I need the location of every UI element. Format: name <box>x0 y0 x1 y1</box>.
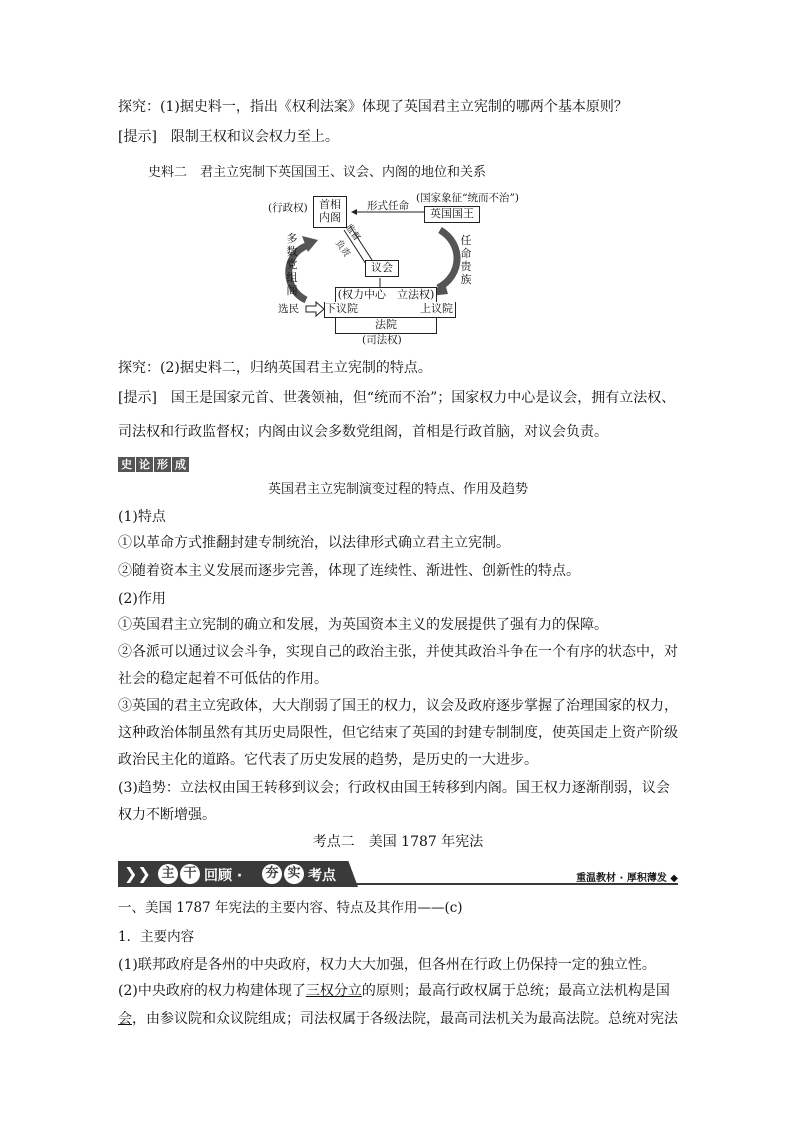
para-7b: 这种政治体制虽然有其历史局限性，但它结束了英国的封建专制制度，使英国走上资产阶级 <box>118 725 678 741</box>
answer-2-line-1: [提示] 国王是国家元首、世袭领袖，但“统而不治”；国家权力中心是议会，拥有立法权、 <box>118 390 676 406</box>
banner-right-text: 重温教材 · 厚积薄发 ◆ <box>576 873 678 884</box>
banner-text-2: 考点 <box>308 868 336 884</box>
majority-label: 多数党组阁 <box>286 232 298 297</box>
cabinet-box <box>313 196 347 228</box>
content-2 <box>118 981 670 1001</box>
para-6b: 社会的稳定起着不可低估的作用。 <box>118 671 328 687</box>
question-2: 探究：(2)据史料二，归纳英国君主立宪制的特点。 <box>118 360 432 376</box>
voter-arrow <box>306 302 324 316</box>
court-box: 法院 <box>335 317 437 334</box>
para-7c: 政治民主化的道路。它代表了历史发展的趋势，是历史的一大进步。 <box>118 752 538 768</box>
para-8a: (3)趋势：立法权由国王转移到议会；行政权由国王转移到内阁。国王权力逐渐削弱，议会 <box>118 780 670 796</box>
right-curve <box>438 230 457 288</box>
section-tag <box>118 457 189 472</box>
appoint-noble-label: 任命贵族 <box>460 234 472 286</box>
congress-term-end: 会 <box>118 1011 132 1027</box>
para-8b: 权力不断增强。 <box>118 807 216 823</box>
para-7a: ③英国的君主立宪政体，大大削弱了国王的权力，议会及政府逐步掌握了治理国家的权力， <box>118 698 678 714</box>
king-box: 英国国王 <box>424 206 480 223</box>
judicial-label: (司法权) <box>362 334 402 346</box>
diag-top-label: 监督 <box>342 222 362 244</box>
content-2-pre: (2)中央政府的权力构建体现了 <box>118 983 306 999</box>
chevron-icon: ❯❯ <box>124 864 151 883</box>
king-symbol-label: (国家象征“统而不治”) <box>416 192 519 204</box>
cabinet-label: 内阁 <box>319 211 341 224</box>
tag-char: 史 <box>118 457 135 472</box>
banner-char: 实 <box>284 864 304 884</box>
answer-2-line-2: 司法权和行政监督权；内阁由议会多数党组阁，首相是行政首脑，对议会负责。 <box>118 424 608 440</box>
content-3 <box>118 1009 678 1029</box>
content-3-post: ，由参议院和众议院组成；司法权属于各级法院，最高司法机关为最高法院。总统对宪法 <box>132 1011 678 1027</box>
tag-char: 论 <box>136 457 153 472</box>
power-center-box: (权力中心 立法权) <box>335 287 437 304</box>
answer-1: [提示] 限制王权和议会权力至上。 <box>118 129 339 145</box>
para-3: ②随着资本主义发展而逐步完善，体现了连续性、渐进性、创新性的特点。 <box>118 563 580 579</box>
banner-char: 干 <box>180 864 200 884</box>
banner-text-1: 回顾 · <box>204 868 243 884</box>
section-1-title: 一、美国 1787 年宪法的主要内容、特点及其作用——(c) <box>118 900 463 916</box>
banner-char: 夯 <box>262 864 282 884</box>
houses-box <box>324 302 456 318</box>
voters-label: 选民 <box>278 303 299 315</box>
para-2: ①以革命方式推翻封建专制统治，以法律形式确立君主立宪制。 <box>118 535 510 551</box>
monarchy-relation-diagram <box>262 190 519 350</box>
question-1: 探究：(1)据史料一，指出《权利法案》体现了英国君主立宪制的哪两个基本原则？ <box>118 99 628 115</box>
subsection-title: 1．主要内容 <box>118 929 195 945</box>
pm-label: 首相 <box>319 198 341 211</box>
tag-char: 成 <box>172 457 189 472</box>
formal-appoint-label: 形式任命 <box>367 200 409 212</box>
kaodian-title: 考点二 美国 1787 年宪法 <box>312 834 484 850</box>
para-4: (2)作用 <box>118 591 166 607</box>
para-5: ①英国君主立宪制的确立和发展，为英国资本主义的发展提供了强有力的保障。 <box>118 617 608 633</box>
section-title: 英国君主立宪制演变过程的特点、作用及趋势 <box>267 482 528 497</box>
lower-house-label: 下议院 <box>325 302 358 315</box>
diag-bottom-label: 负责 <box>332 238 352 260</box>
tag-char: 形 <box>154 457 171 472</box>
parliament-box: 议会 <box>365 260 399 277</box>
section-banner <box>118 861 678 887</box>
content-1: (1)联邦政府是各州的中央政府，权力大大加强，但各州在行政上仍保持一定的独立性。 <box>118 957 656 973</box>
para-6a: ②各派可以通过议会斗争，实现自己的政治主张，并使其政治斗争在一个有序的状态中，对 <box>118 644 678 660</box>
exec-power-label: (行政权) <box>268 202 308 214</box>
banner-char: 主 <box>158 864 178 884</box>
source-2-title: 史料二 君主立宪制下英国国王、议会、内阁的地位和关系 <box>148 165 487 180</box>
para-1: (1)特点 <box>118 509 166 525</box>
content-2-post: 的原则；最高行政权属于总统；最高立法机构是国 <box>361 983 670 999</box>
upper-house-label: 上议院 <box>420 302 453 315</box>
separation-of-powers-term: 三权分立 <box>305 983 362 999</box>
